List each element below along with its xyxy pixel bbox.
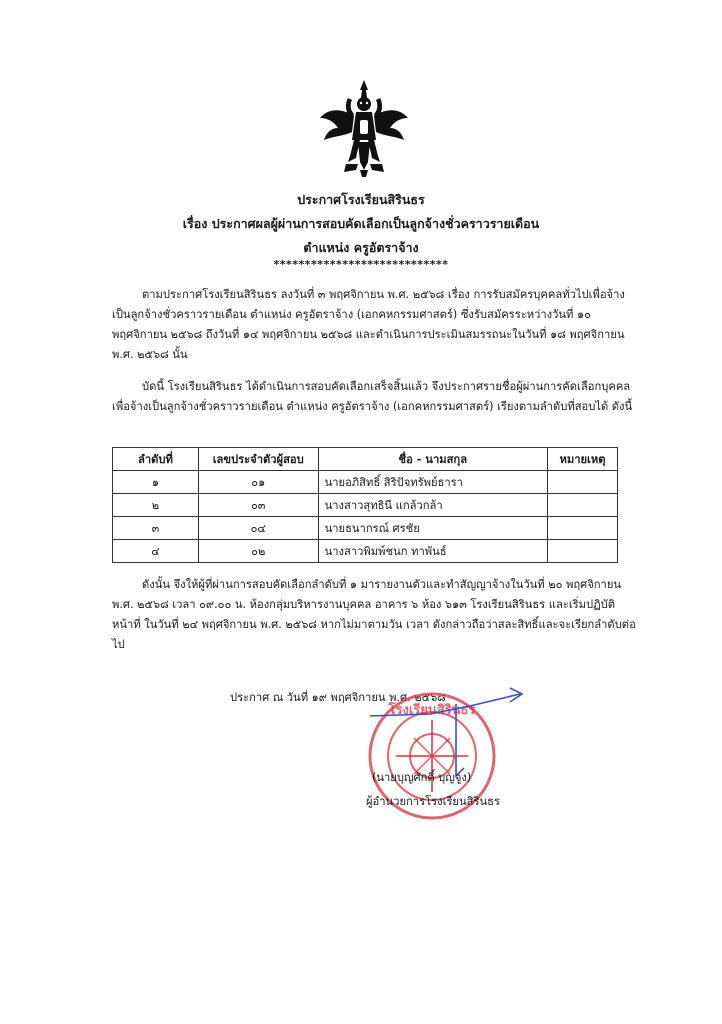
- remark-cell: [548, 517, 618, 540]
- announcement-subject: เรื่อง ประกาศผลผู้ผ่านการสอบคัดเลือกเป็นลูกจ้างชั่วคราวรายเดือน: [182, 216, 540, 231]
- header-remark: หมายเหตุ: [548, 448, 618, 471]
- exam-id-cell: ๐๑: [198, 471, 318, 494]
- rank-cell: ๒: [113, 494, 199, 517]
- signer-position: ผู้อำนวยการโรงเรียนสิรินธร: [366, 795, 500, 808]
- header-rank: ลำดับที่: [113, 448, 199, 471]
- paragraph-instructions: ดังนั้น จึงให้ผู้ที่ผ่านการสอบคัดเลือกลำดับที่ ๑ มารายงานตัวและทำสัญญาจ้างในวันที่ ๒๐ พฤศจิกายน พ.ศ. ๒๕๖๘ เวลา ๐๙.๐๐ น. ห้องกลุ่มบริหารงานบุคคล อาคาร ๖ ห้อง ๖๑๓ โรงเรียนสิรินธร และเริ่มปฏิบัติหน้าที่ ในวันที่ ๒๔ พฤศจิกายน พ.ศ. ๒๕๖๘ หากไม่มาตามวัน เวลา ดังกล่าวถือว่าสละสิทธิ์และจะเรียกลำดับต่อไป: [112, 578, 636, 651]
- paragraph-result: บัดนี้ โรงเรียนสิรินธร ได้ดำเนินการสอบคัดเลือกเสร็จสิ้นแล้ว จึงประกาศรายชื่อผู้ผ่านการคัดเลือกบุคคลเพื่อจ้างเป็นลูกจ้างชั่วคราวรายเดือน ตำแหน่ง ครูอัตราจ้าง (เอกคหกรรมศาสตร์) เรียงตามลำดับที่สอบได้ ดังนี้: [112, 380, 633, 413]
- table-header-row: [113, 448, 618, 471]
- header-name: ชื่อ - นามสกุล: [318, 448, 547, 471]
- separator-line: ****************************: [273, 258, 449, 271]
- rank-cell: ๓: [113, 517, 199, 540]
- exam-id-cell: ๐๓: [198, 494, 318, 517]
- table-row: [113, 517, 618, 540]
- name-cell: นางสาวสุทธินี แกล้วกล้า: [318, 494, 547, 517]
- name-cell: นายอภิสิทธิ์ สิริปัจทรัพย์ธารา: [318, 471, 547, 494]
- paragraph-reference: ตามประกาศโรงเรียนสิรินธร ลงวันที่ ๓ พฤศจิกายน พ.ศ. ๒๕๖๘ เรื่อง การรับสมัครบุคคลทั่วไปเพื่อจ้างเป็นลูกจ้างชั่วคราวรายเดือน ตำแหน่ง ครูอัตราจ้าง (เอกคหกรรมศาสตร์) ซึ่งรับสมัครระหว่างวันที่ ๑๐ พฤศจิกายน ๒๕๖๘ ถึงวันที่ ๑๔ พฤศจิกายน ๒๕๖๘ และดำเนินการประเมินสมรรถนะในวันที่ ๑๘ พฤศจิกายน พ.ศ. ๒๕๖๘ นั้น: [112, 288, 625, 361]
- remark-cell: [548, 471, 618, 494]
- announcement-position: ตำแหน่ง ครูอัตราจ้าง: [303, 240, 419, 255]
- exam-id-cell: ๐๔: [198, 517, 318, 540]
- table-row: [113, 494, 618, 517]
- seal-text: โรงเรียนสิรินธร: [388, 703, 476, 718]
- remark-cell: [548, 494, 618, 517]
- table-row: [113, 471, 618, 494]
- exam-id-cell: ๐๒: [198, 540, 318, 563]
- announcement-title: ประกาศโรงเรียนสิรินธร: [297, 192, 425, 207]
- rank-cell: ๑: [113, 471, 199, 494]
- announcement-date: ประกาศ ณ วันที่ ๑๙ พฤศจิกายน พ.ศ. ๒๕๖๘: [230, 691, 446, 704]
- signer-name: (นายบุญศักดิ์ บุญจูง): [372, 771, 472, 784]
- rank-cell: ๔: [113, 540, 199, 563]
- remark-cell: [548, 540, 618, 563]
- results-table: [112, 447, 618, 563]
- garuda-emblem-icon: [318, 78, 410, 178]
- name-cell: นางสาวพิมพ์ชนก ทาพันธ์: [318, 540, 547, 563]
- table-row: [113, 540, 618, 563]
- name-cell: นายธนากรณ์ ศรชัย: [318, 517, 547, 540]
- header-exam-id: เลขประจำตัวผู้สอบ: [198, 448, 318, 471]
